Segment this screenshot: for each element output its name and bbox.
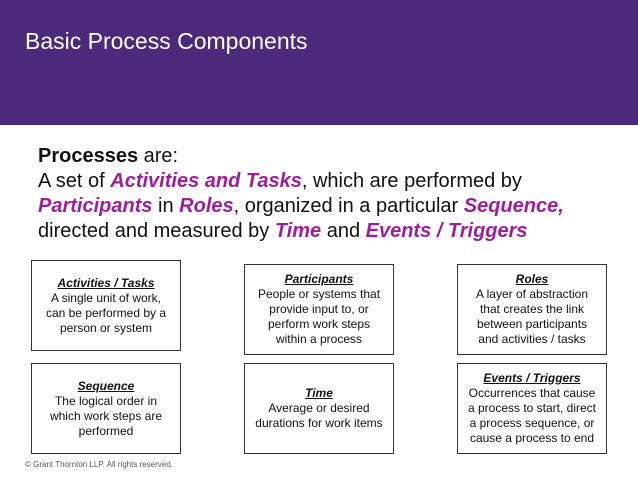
box-title: Participants [284, 272, 354, 286]
intro-text [38, 144, 628, 244]
highlight-participants: Participants [38, 195, 153, 217]
intro-line-4 [38, 219, 628, 244]
copyright-footer: © Grant Thornton LLP. All rights reserved. [25, 460, 173, 469]
highlight-sequence: Sequence, [463, 195, 564, 217]
intro-text-segment: , organized in a particular [233, 195, 464, 217]
intro-line-1 [38, 144, 628, 169]
slide-title: Basic Process Components [25, 28, 308, 54]
highlight-activities-tasks: Activities and Tasks [110, 170, 302, 192]
box-title: Sequence [77, 378, 135, 393]
intro-text-segment: directed and measured by [38, 220, 275, 242]
component-box-sequence [31, 363, 181, 454]
intro-text-segment: are: [138, 145, 179, 167]
box-title: Time [305, 386, 333, 400]
box-title: Activities / Tasks [57, 275, 155, 290]
box-description: People or systems that provide input to, or perform work steps within a process [257, 287, 381, 346]
box-description: Occurrences that cause a process to start, direct a process sequence, or cause a process to end [467, 386, 597, 445]
header-banner [0, 0, 638, 125]
intro-text-segment: A set of [38, 170, 111, 192]
component-box-participants [244, 264, 394, 355]
box-description: Average or desired durations for work items [255, 401, 383, 430]
box-title: Roles [515, 272, 549, 286]
intro-text-segment: in [152, 195, 180, 217]
highlight-time: Time [274, 220, 322, 242]
intro-line-3 [38, 194, 628, 219]
highlight-roles: Roles [179, 195, 234, 217]
box-description: The logical order in which work steps are performed [49, 393, 163, 438]
intro-text-segment: , which are performed by [301, 170, 522, 192]
component-box-events-triggers [457, 363, 607, 454]
highlight-events-triggers: Events / Triggers [365, 220, 528, 242]
intro-line-2 [38, 169, 628, 194]
box-title: Events / Triggers [483, 371, 581, 385]
box-description: A layer of abstraction that creates the link between participants and activities / tasks [475, 287, 589, 346]
intro-text-segment: and [321, 220, 366, 242]
component-box-time [244, 363, 394, 454]
component-box-roles [457, 264, 607, 355]
component-box-activities-tasks [31, 260, 181, 351]
intro-heading: Processes [38, 145, 139, 167]
box-description: A single unit of work, can be performed by a person or system [45, 290, 167, 335]
